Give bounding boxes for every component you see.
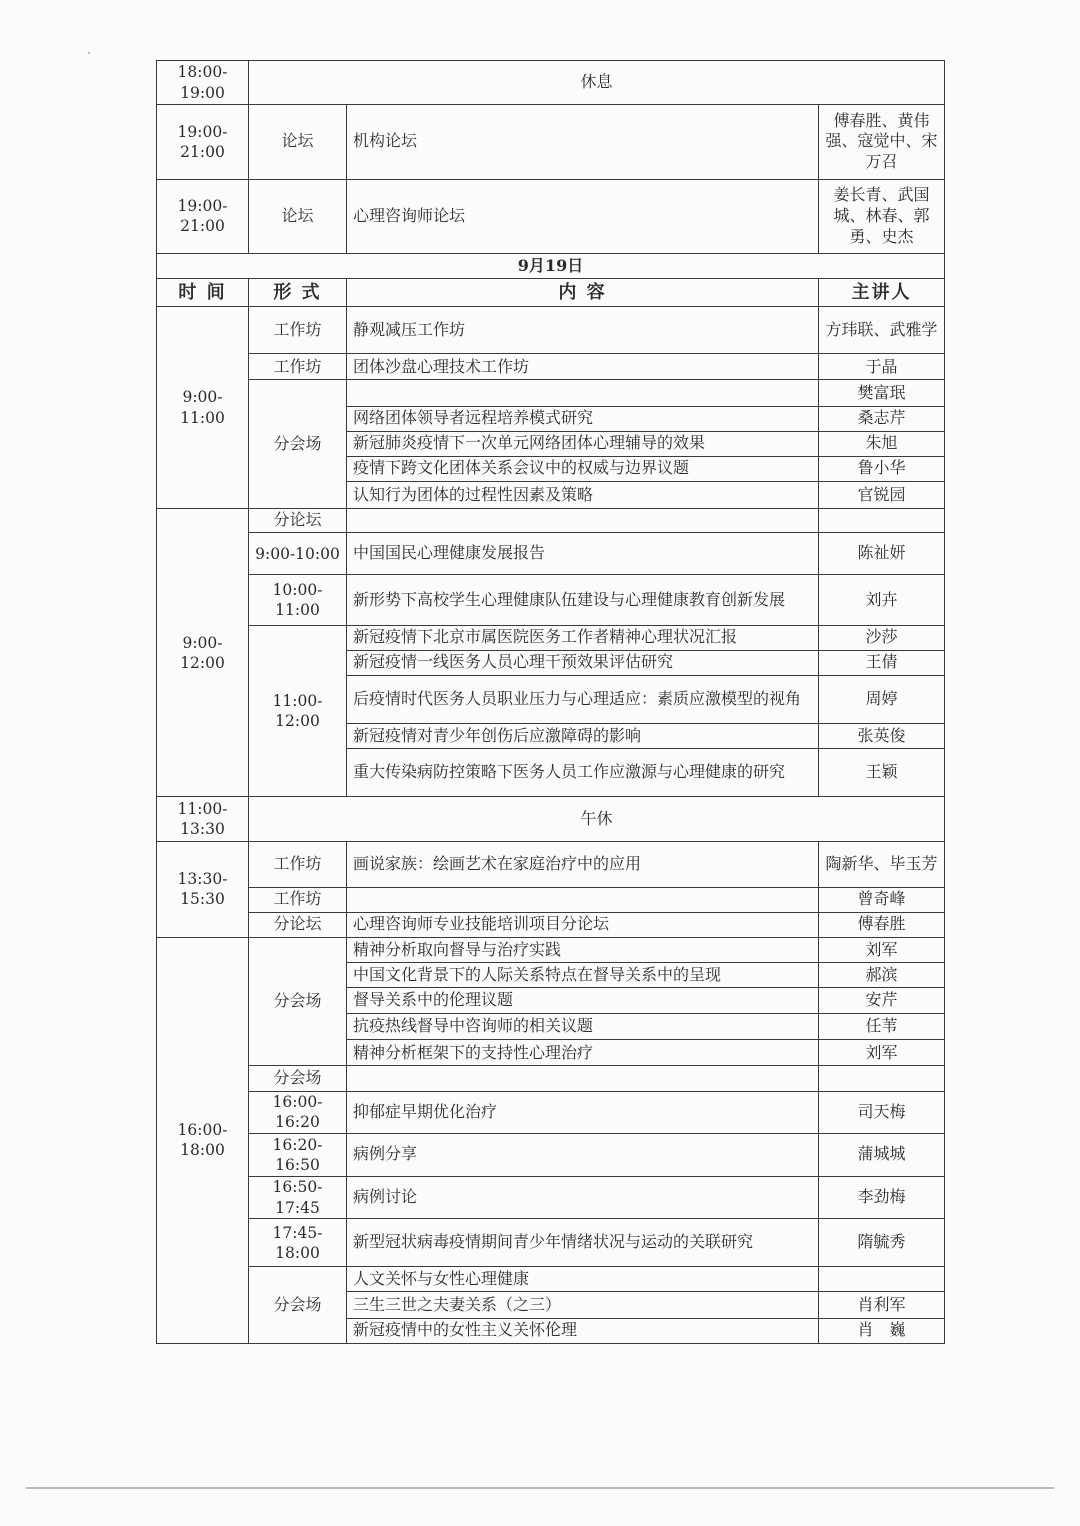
content-cell: 新形势下高校学生心理健康队伍建设与心理健康教育创新发展 [347, 575, 819, 625]
form-cell: 论坛 [249, 105, 347, 179]
speaker-cell: 官锐园 [819, 481, 945, 508]
header-time: 时 间 [157, 279, 249, 307]
time-cell: 19:00-21:00 [157, 105, 249, 179]
content-cell: 新型冠状病毒疫情期间青少年情绪状况与运动的关联研究 [347, 1219, 819, 1267]
table-row [157, 61, 945, 105]
content-cell: 新冠疫情对青少年创伤后应激障碍的影响 [347, 723, 819, 748]
form-cell: 工作坊 [249, 307, 347, 354]
speaker-cell: 陶新华、毕玉芳 [819, 841, 945, 887]
speaker-cell: 王倩 [819, 650, 945, 675]
speaker-cell: 隋毓秀 [819, 1219, 945, 1267]
content-cell: 静观减压工作坊 [347, 307, 819, 354]
content-cell: 精神分析框架下的支持性心理治疗 [347, 1040, 819, 1066]
table-row [157, 887, 945, 912]
time-cell: 11:00-13:30 [157, 797, 249, 841]
time-cell: 9:00-10:00 [249, 533, 347, 575]
content-cell: 新冠肺炎疫情下一次单元网络团体心理辅导的效果 [347, 431, 819, 456]
content-cell: 督导关系中的伦理议题 [347, 988, 819, 1014]
time-cell: 16:00-16:20 [249, 1091, 347, 1133]
table-row [157, 1267, 945, 1292]
content-cell [347, 380, 819, 406]
header-content: 内 容 [347, 279, 819, 307]
speaker-cell: 郝滨 [819, 963, 945, 988]
speaker-cell: 姜长青、武国城、林春、郭勇、史杰 [819, 179, 945, 253]
table-row [157, 1176, 945, 1218]
content-cell: 心理咨询师专业技能培训项目分论坛 [347, 912, 819, 937]
speaker-cell: 刘卉 [819, 575, 945, 625]
time-cell: 18:00-19:00 [157, 61, 249, 105]
speaker-cell: 刘军 [819, 1040, 945, 1066]
form-cell: 分会场 [249, 380, 347, 509]
speaker-cell: 任苇 [819, 1014, 945, 1040]
speaker-cell: 傅春胜、黄伟强、寇觉中、宋万召 [819, 105, 945, 179]
time-cell: 11:00-12:00 [249, 625, 347, 797]
form-cell: 分会场 [249, 937, 347, 1066]
table-row [157, 937, 945, 962]
speaker-cell: 傅春胜 [819, 912, 945, 937]
content-cell [347, 1066, 819, 1091]
time-cell: 17:45-18:00 [249, 1219, 347, 1267]
content-cell: 后疫情时代医务人员职业压力与心理适应：素质应激模型的视角 [347, 675, 819, 723]
time-cell: 16:20-16:50 [249, 1133, 347, 1176]
content-cell: 抗疫热线督导中咨询师的相关议题 [347, 1014, 819, 1040]
content-cell: 中国文化背景下的人际关系特点在督导关系中的呈现 [347, 963, 819, 988]
content-cell: 疫情下跨文化团体关系会议中的权威与边界议题 [347, 456, 819, 481]
speaker-cell: 朱旭 [819, 431, 945, 456]
scan-speck [88, 52, 90, 54]
speaker-cell: 桑志芹 [819, 406, 945, 431]
time-cell: 13:30-15:30 [157, 841, 249, 937]
table-row [157, 912, 945, 937]
header-speaker: 主讲人 [819, 279, 945, 307]
table-row [157, 380, 945, 406]
speaker-cell [819, 1267, 945, 1292]
form-cell: 工作坊 [249, 841, 347, 887]
speaker-cell: 方玮联、武雅学 [819, 307, 945, 354]
table-row [157, 509, 945, 533]
table-row [157, 533, 945, 575]
speaker-cell: 曾奇峰 [819, 887, 945, 912]
speaker-cell: 肖利军 [819, 1292, 945, 1318]
content-cell: 中国国民心理健康发展报告 [347, 533, 819, 575]
content-cell: 画说家族：绘画艺术在家庭治疗中的应用 [347, 841, 819, 887]
content-cell: 网络团体领导者远程培养模式研究 [347, 406, 819, 431]
table-row [157, 841, 945, 887]
speaker-cell: 于晶 [819, 354, 945, 380]
table-row [157, 625, 945, 650]
table-row [157, 253, 945, 278]
speaker-cell: 蒲城城 [819, 1133, 945, 1176]
time-cell: 19:00-21:00 [157, 179, 249, 253]
speaker-cell: 司天梅 [819, 1091, 945, 1133]
day-heading: 9月19日 [157, 253, 945, 278]
content-cell: 抑郁症早期优化治疗 [347, 1091, 819, 1133]
content-cell: 团体沙盘心理技术工作坊 [347, 354, 819, 380]
content-cell [347, 887, 819, 912]
form-cell: 工作坊 [249, 354, 347, 380]
break-cell: 午休 [249, 797, 945, 841]
conference-schedule-table [156, 60, 945, 1344]
speaker-cell: 李劲梅 [819, 1176, 945, 1218]
speaker-cell [819, 1066, 945, 1091]
table-row [157, 1066, 945, 1091]
time-cell: 9:00-11:00 [157, 307, 249, 509]
speaker-cell: 樊富珉 [819, 380, 945, 406]
content-cell: 重大传染病防控策略下医务人员工作应激源与心理健康的研究 [347, 749, 819, 797]
table-row [157, 179, 945, 253]
form-cell: 分会场 [249, 1267, 347, 1344]
content-cell: 三生三世之夫妻关系（之三） [347, 1292, 819, 1318]
content-cell: 精神分析取向督导与治疗实践 [347, 937, 819, 962]
page-bottom-rule [26, 1487, 1054, 1489]
speaker-cell: 肖 巍 [819, 1318, 945, 1343]
content-cell: 机构论坛 [347, 105, 819, 179]
speaker-cell [819, 509, 945, 533]
speaker-cell: 王颖 [819, 749, 945, 797]
speaker-cell: 陈祉妍 [819, 533, 945, 575]
content-cell [347, 509, 819, 533]
speaker-cell: 沙莎 [819, 625, 945, 650]
time-cell: 10:00-11:00 [249, 575, 347, 625]
table-row [157, 105, 945, 179]
table-row [157, 797, 945, 841]
content-cell: 新冠疫情下北京市属医院医务工作者精神心理状况汇报 [347, 625, 819, 650]
form-cell: 分论坛 [249, 509, 347, 533]
form-cell: 论坛 [249, 179, 347, 253]
table-row [157, 307, 945, 354]
speaker-cell: 张英俊 [819, 723, 945, 748]
form-cell: 分会场 [249, 1066, 347, 1091]
content-cell: 心理咨询师论坛 [347, 179, 819, 253]
speaker-cell: 刘军 [819, 937, 945, 962]
table-row [157, 354, 945, 380]
content-cell: 新冠疫情中的女性主义关怀伦理 [347, 1318, 819, 1343]
time-cell: 16:00-18:00 [157, 937, 249, 1343]
table-row [157, 1133, 945, 1176]
content-cell: 病例分享 [347, 1133, 819, 1176]
break-cell: 休息 [249, 61, 945, 105]
table-row [157, 575, 945, 625]
speaker-cell: 安芹 [819, 988, 945, 1014]
header-form: 形 式 [249, 279, 347, 307]
table-row [157, 1091, 945, 1133]
table-row [157, 1219, 945, 1267]
speaker-cell: 周婷 [819, 675, 945, 723]
form-cell: 分论坛 [249, 912, 347, 937]
content-cell: 新冠疫情一线医务人员心理干预效果评估研究 [347, 650, 819, 675]
content-cell: 病例讨论 [347, 1176, 819, 1218]
content-cell: 认知行为团体的过程性因素及策略 [347, 481, 819, 508]
content-cell: 人文关怀与女性心理健康 [347, 1267, 819, 1292]
speaker-cell: 鲁小华 [819, 456, 945, 481]
form-cell: 工作坊 [249, 887, 347, 912]
time-cell: 16:50-17:45 [249, 1176, 347, 1218]
time-cell: 9:00-12:00 [157, 509, 249, 797]
header-row [157, 279, 945, 307]
